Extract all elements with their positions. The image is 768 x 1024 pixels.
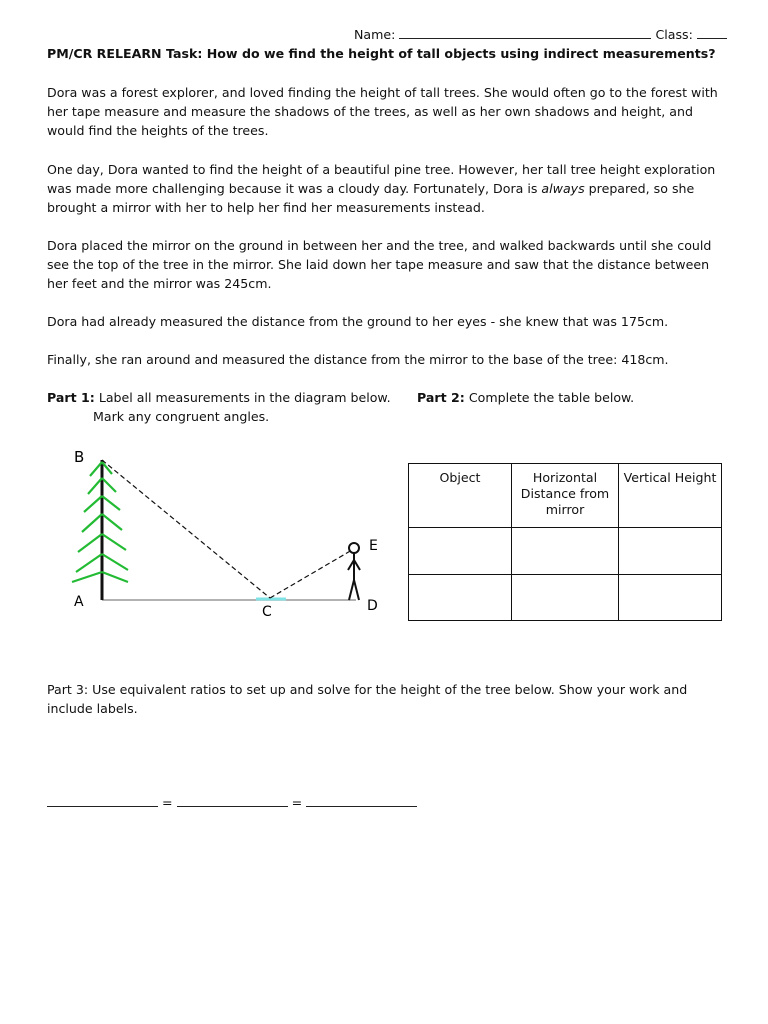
ratio-blank-3[interactable] bbox=[306, 794, 417, 807]
table-row bbox=[409, 528, 722, 575]
equals-sign: = bbox=[291, 795, 303, 810]
paragraph-intro: Dora was a forest explorer, and loved finding the height of tall trees. She would often go to the forest with her tape measure and measure the shadows of the trees, as well as her own shadows and height, and would find the heights of the trees. bbox=[47, 85, 718, 138]
table-row bbox=[409, 575, 722, 621]
name-label: Name: bbox=[354, 27, 396, 42]
table-cell[interactable] bbox=[619, 528, 722, 575]
dora-figure-icon bbox=[348, 543, 360, 600]
part2-label: Part 2: bbox=[417, 390, 465, 405]
paragraph-tree-distance: Finally, she ran around and measured the distance from the mirror to the base of the tree: 418cm. bbox=[47, 352, 669, 367]
equals-sign: = bbox=[162, 795, 173, 810]
point-b-label: B bbox=[74, 448, 85, 466]
measurement-table bbox=[408, 463, 722, 621]
ratio-blank-1[interactable] bbox=[47, 794, 158, 807]
class-label: Class: bbox=[655, 27, 693, 42]
paragraph-cloudy-day-start: One day, Dora wanted to find the height of a beautiful pine tree. However, her tall tree height exploration was made more challenging because it was a cloudy day. Fortunately, Dora is bbox=[47, 162, 716, 196]
name-class-line bbox=[354, 26, 727, 42]
table-header-row bbox=[409, 464, 722, 528]
point-d-label: D bbox=[367, 598, 378, 614]
part3-instructions: Part 3: Use equivalent ratios to set up and solve for the height of the tree below. Show your work and include labels. bbox=[47, 682, 688, 716]
paragraph-eye-height: Dora had already measured the distance from the ground to her eyes - she knew that was 175cm. bbox=[47, 314, 669, 329]
table-cell[interactable] bbox=[512, 528, 619, 575]
part2-instructions bbox=[417, 388, 634, 407]
part1-instructions bbox=[47, 388, 391, 426]
part2-text: Complete the table below. bbox=[468, 390, 635, 405]
table-header-horizontal: Horizontal Distance from mirror bbox=[512, 464, 619, 528]
paragraph-cloudy-day-emphasis: always bbox=[541, 181, 585, 196]
part1-label: Part 1: bbox=[47, 390, 95, 405]
name-field[interactable] bbox=[399, 26, 651, 39]
mirror-diagram bbox=[60, 440, 400, 630]
table-cell[interactable] bbox=[409, 528, 512, 575]
ratio-blank-2[interactable] bbox=[177, 794, 288, 807]
paragraph-cloudy-day-end: prepared, so she brought a mirror with her to help her find her measurements instead. bbox=[47, 181, 695, 215]
paragraph-mirror: Dora placed the mirror on the ground in between her and the tree, and walked backwards until she could see the top of the tree in the mirror. She laid down her tape measure and saw that the distance between her feet and the mirror was 245cm. bbox=[47, 238, 712, 291]
point-a-label: A bbox=[74, 594, 84, 610]
table-header-vertical: Vertical Height bbox=[619, 464, 722, 528]
paragraph-cloudy-day bbox=[47, 160, 727, 217]
table-cell[interactable] bbox=[512, 575, 619, 621]
table-header-object: Object bbox=[409, 464, 512, 528]
part1-text-2: Mark any congruent angles. bbox=[93, 409, 270, 424]
pine-tree-icon bbox=[72, 462, 128, 582]
class-field[interactable] bbox=[697, 26, 727, 39]
point-e-label: E bbox=[369, 538, 378, 554]
light-path-mirror-to-eye bbox=[270, 550, 352, 598]
ratio-answer-line bbox=[47, 794, 417, 810]
table-cell[interactable] bbox=[619, 575, 722, 621]
page-title: PM/CR RELEARN Task: How do we find the height of tall objects using indirect measurements? bbox=[47, 46, 716, 61]
light-path-tree-to-mirror bbox=[102, 460, 270, 598]
table-cell[interactable] bbox=[409, 575, 512, 621]
point-c-label: C bbox=[262, 604, 272, 620]
part1-text: Label all measurements in the diagram below. bbox=[98, 390, 391, 405]
